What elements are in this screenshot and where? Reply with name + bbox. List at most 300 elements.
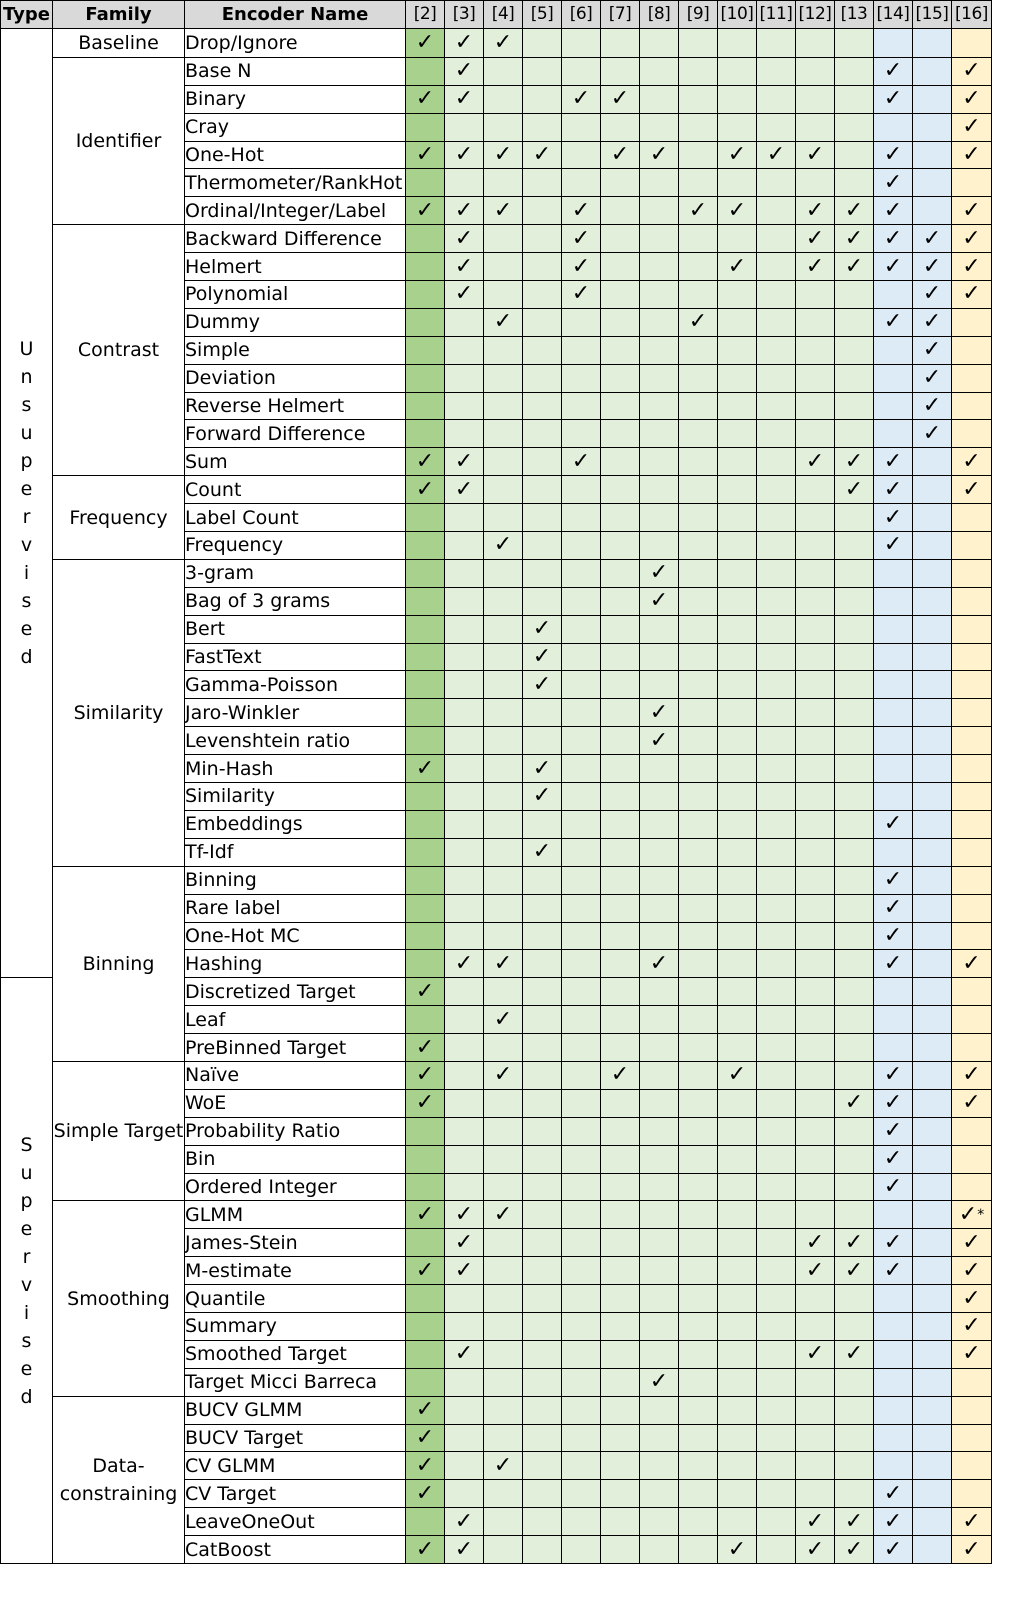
check-cell <box>640 559 679 587</box>
check-cell <box>757 57 796 85</box>
check-cell <box>406 1396 445 1424</box>
check-cell <box>484 281 523 309</box>
check-cell <box>796 838 835 866</box>
check-cell <box>679 950 718 978</box>
check-cell <box>679 1061 718 1089</box>
check-icon: ✓ <box>883 867 903 893</box>
check-cell <box>445 504 484 532</box>
check-cell <box>796 1536 835 1564</box>
check-cell <box>757 28 796 57</box>
check-cell <box>601 1340 640 1368</box>
check-cell <box>952 810 992 838</box>
check-cell <box>874 57 913 85</box>
check-cell <box>523 1312 562 1340</box>
check-icon: ✓ <box>415 1090 435 1116</box>
check-cell <box>913 476 952 504</box>
check-cell <box>718 1312 757 1340</box>
check-cell <box>601 866 640 894</box>
check-cell <box>718 169 757 197</box>
check-cell <box>718 113 757 141</box>
family-cell <box>53 866 185 1061</box>
check-cell <box>484 559 523 587</box>
check-icon: ✓ <box>415 1257 435 1283</box>
check-cell <box>835 866 874 894</box>
check-cell <box>757 253 796 281</box>
check-cell <box>406 810 445 838</box>
check-cell <box>679 113 718 141</box>
check-icon: ✓ <box>805 142 825 167</box>
check-icon: ✓ <box>415 755 435 781</box>
check-cell <box>835 364 874 392</box>
check-cell <box>523 1034 562 1062</box>
check-icon: ✓ <box>883 1536 903 1562</box>
check-cell <box>679 85 718 113</box>
check-cell <box>445 197 484 225</box>
check-cell <box>484 225 523 253</box>
check-icon: ✓ <box>454 1257 474 1283</box>
check-cell <box>445 643 484 671</box>
check-cell <box>484 197 523 225</box>
check-cell <box>952 57 992 85</box>
check-cell <box>952 1368 992 1396</box>
check-cell <box>562 783 601 811</box>
check-cell <box>523 894 562 922</box>
check-cell <box>484 755 523 783</box>
check-cell <box>601 922 640 950</box>
check-cell <box>679 225 718 253</box>
check-cell <box>601 308 640 336</box>
check-cell <box>952 1312 992 1340</box>
check-cell <box>796 922 835 950</box>
check-cell <box>679 308 718 336</box>
check-cell <box>757 894 796 922</box>
check-icon: ✓ <box>883 225 903 251</box>
header-ref: [4] <box>484 1 523 29</box>
check-cell <box>718 197 757 225</box>
check-cell <box>952 838 992 866</box>
check-cell <box>679 197 718 225</box>
encoder-name: One-Hot <box>185 141 406 169</box>
check-cell <box>406 1312 445 1340</box>
family-label: Frequency <box>69 506 168 529</box>
encoder-name: Quantile <box>185 1285 406 1313</box>
check-cell <box>796 281 835 309</box>
encoder-name: 3-gram <box>185 559 406 587</box>
check-icon: ✓ <box>688 309 708 335</box>
check-cell <box>445 1257 484 1285</box>
check-cell <box>445 615 484 643</box>
check-icon: ✓ <box>727 1062 747 1088</box>
check-cell <box>640 1145 679 1173</box>
check-cell <box>523 755 562 783</box>
encoder-name: Frequency <box>185 532 406 560</box>
check-icon: ✓ <box>454 142 474 167</box>
check-icon: ✓ <box>844 1341 864 1367</box>
check-cell <box>952 1061 992 1089</box>
check-cell <box>484 392 523 420</box>
check-cell <box>640 57 679 85</box>
check-cell <box>406 1229 445 1257</box>
check-cell <box>874 643 913 671</box>
check-cell <box>562 587 601 615</box>
check-cell <box>406 978 445 1006</box>
check-cell <box>679 559 718 587</box>
check-cell <box>952 85 992 113</box>
check-cell <box>835 1368 874 1396</box>
check-cell <box>952 643 992 671</box>
check-cell <box>562 1508 601 1536</box>
check-cell <box>601 113 640 141</box>
check-cell <box>718 1089 757 1117</box>
check-cell <box>601 197 640 225</box>
check-cell <box>913 755 952 783</box>
check-cell <box>796 253 835 281</box>
check-cell <box>913 448 952 476</box>
check-cell <box>562 1312 601 1340</box>
check-cell <box>874 1424 913 1452</box>
check-cell <box>796 671 835 699</box>
check-cell <box>484 1340 523 1368</box>
check-cell <box>835 1508 874 1536</box>
check-cell <box>679 1034 718 1062</box>
check-cell <box>913 1424 952 1452</box>
check-cell <box>952 922 992 950</box>
check-cell <box>874 810 913 838</box>
check-icon: ✓ <box>493 1201 513 1227</box>
family-cell <box>53 1396 185 1563</box>
encoder-name: Rare label <box>185 894 406 922</box>
check-icon: ✓ <box>571 225 591 251</box>
check-cell <box>679 671 718 699</box>
check-cell <box>406 281 445 309</box>
check-cell <box>952 1424 992 1452</box>
check-cell <box>913 671 952 699</box>
check-cell <box>874 336 913 364</box>
check-cell <box>679 615 718 643</box>
family-label: Binning <box>82 952 155 975</box>
check-cell <box>874 281 913 309</box>
encoder-name: LeaveOneOut <box>185 1508 406 1536</box>
check-icon: ✓ <box>571 86 591 112</box>
check-cell <box>835 532 874 560</box>
check-cell <box>601 1536 640 1564</box>
check-cell <box>562 504 601 532</box>
check-cell <box>835 1061 874 1089</box>
check-cell <box>718 1034 757 1062</box>
check-cell <box>757 755 796 783</box>
check-cell <box>913 1173 952 1201</box>
check-cell <box>406 894 445 922</box>
check-cell <box>874 699 913 727</box>
check-cell <box>913 894 952 922</box>
check-cell <box>874 113 913 141</box>
check-cell <box>601 1424 640 1452</box>
check-cell <box>874 615 913 643</box>
check-icon: ✓ <box>415 29 435 55</box>
check-icon: ✓ <box>454 1508 474 1534</box>
check-cell <box>601 1257 640 1285</box>
check-cell <box>874 1312 913 1340</box>
check-icon: ✓ <box>415 1424 435 1450</box>
check-cell <box>835 894 874 922</box>
check-cell <box>562 1201 601 1229</box>
check-icon: ✓ <box>922 393 942 419</box>
check-cell <box>679 1340 718 1368</box>
check-cell <box>796 615 835 643</box>
check-cell <box>484 643 523 671</box>
check-cell <box>406 643 445 671</box>
check-cell <box>796 1089 835 1117</box>
family-cell <box>53 225 185 476</box>
check-icon: ✓ <box>883 1118 903 1144</box>
check-cell <box>835 643 874 671</box>
check-cell <box>796 1508 835 1536</box>
check-cell <box>757 1340 796 1368</box>
check-cell <box>718 643 757 671</box>
check-cell <box>679 1173 718 1201</box>
check-cell <box>835 113 874 141</box>
encoder-name: Summary <box>185 1312 406 1340</box>
check-cell <box>406 448 445 476</box>
check-icon: ✓ <box>962 58 981 84</box>
check-cell <box>406 85 445 113</box>
check-cell <box>874 197 913 225</box>
check-cell <box>445 922 484 950</box>
check-icon: ✓ <box>805 1229 825 1255</box>
check-cell <box>406 392 445 420</box>
check-icon: ✓ <box>805 1536 825 1562</box>
check-cell <box>679 141 718 169</box>
check-cell <box>523 922 562 950</box>
check-cell <box>835 922 874 950</box>
check-cell <box>484 810 523 838</box>
check-cell <box>718 1145 757 1173</box>
check-cell <box>952 1006 992 1034</box>
check-icon: ✓ <box>493 532 513 558</box>
check-icon: ✓ <box>610 1062 630 1088</box>
check-cell <box>679 1396 718 1424</box>
check-cell <box>913 699 952 727</box>
check-icon: ✓ <box>883 448 903 474</box>
check-cell <box>562 308 601 336</box>
check-cell <box>601 1312 640 1340</box>
check-cell <box>913 783 952 811</box>
check-cell <box>796 1006 835 1034</box>
check-cell <box>523 838 562 866</box>
check-cell <box>640 1201 679 1229</box>
check-icon: ✓ <box>883 950 903 976</box>
check-cell <box>406 141 445 169</box>
check-cell <box>913 532 952 560</box>
check-cell <box>952 615 992 643</box>
check-cell <box>562 448 601 476</box>
check-cell <box>874 755 913 783</box>
check-cell <box>406 1508 445 1536</box>
check-cell <box>523 1508 562 1536</box>
check-icon: ✓ <box>922 281 942 307</box>
encoder-name: Dummy <box>185 308 406 336</box>
check-cell <box>679 1201 718 1229</box>
check-icon: ✓ <box>454 225 474 251</box>
check-cell <box>835 1173 874 1201</box>
encoder-name: Similarity <box>185 783 406 811</box>
check-cell <box>835 504 874 532</box>
check-cell <box>601 699 640 727</box>
check-cell <box>562 699 601 727</box>
check-cell <box>796 141 835 169</box>
check-cell <box>757 169 796 197</box>
check-cell <box>874 1452 913 1480</box>
check-cell <box>523 559 562 587</box>
type-cell <box>1 978 53 1564</box>
header-encoder-name: Encoder Name <box>185 1 406 29</box>
check-cell <box>523 532 562 560</box>
check-cell <box>835 1257 874 1285</box>
check-cell <box>874 1285 913 1313</box>
check-cell <box>835 1536 874 1564</box>
check-cell <box>640 978 679 1006</box>
check-cell <box>484 1229 523 1257</box>
check-icon: ✓ <box>962 142 981 167</box>
encoder-name: Forward Difference <box>185 420 406 448</box>
check-cell <box>913 1508 952 1536</box>
check-cell <box>640 922 679 950</box>
check-cell <box>523 1089 562 1117</box>
check-cell <box>484 1006 523 1034</box>
check-cell <box>835 141 874 169</box>
check-cell <box>718 1368 757 1396</box>
check-cell <box>796 1034 835 1062</box>
check-cell <box>640 671 679 699</box>
check-cell <box>640 336 679 364</box>
check-icon: ✓ <box>883 1146 903 1172</box>
check-cell <box>484 838 523 866</box>
footnote-marker: * <box>977 1206 985 1223</box>
check-cell <box>484 1536 523 1564</box>
check-cell <box>757 1396 796 1424</box>
check-cell <box>952 866 992 894</box>
check-cell <box>523 615 562 643</box>
encoder-name: Discretized Target <box>185 978 406 1006</box>
check-icon: ✓ <box>962 1508 981 1534</box>
check-icon: ✓ <box>454 476 474 502</box>
check-cell <box>913 308 952 336</box>
check-cell <box>640 504 679 532</box>
check-icon: ✓ <box>805 253 825 279</box>
encoder-name: Bert <box>185 615 406 643</box>
check-cell <box>796 1145 835 1173</box>
check-cell <box>952 1201 992 1229</box>
check-cell <box>679 1257 718 1285</box>
check-cell <box>679 57 718 85</box>
encoder-name: Hashing <box>185 950 406 978</box>
check-icon: ✓ <box>727 1536 747 1562</box>
table-row <box>1 57 992 85</box>
encoder-name: James-Stein <box>185 1229 406 1257</box>
check-cell <box>562 866 601 894</box>
check-cell <box>952 1396 992 1424</box>
check-cell <box>406 225 445 253</box>
check-icon: ✓ <box>805 1508 825 1534</box>
family-cell <box>53 476 185 560</box>
check-cell <box>523 281 562 309</box>
check-cell <box>757 1257 796 1285</box>
check-cell <box>601 838 640 866</box>
check-cell <box>757 448 796 476</box>
check-cell <box>562 1340 601 1368</box>
check-cell <box>445 727 484 755</box>
check-cell <box>406 587 445 615</box>
check-cell <box>913 225 952 253</box>
check-cell <box>679 727 718 755</box>
check-cell <box>835 1034 874 1062</box>
check-cell <box>796 1173 835 1201</box>
check-cell <box>484 504 523 532</box>
check-cell <box>679 336 718 364</box>
check-cell <box>718 476 757 504</box>
check-cell <box>445 699 484 727</box>
check-cell <box>874 141 913 169</box>
check-cell <box>718 1257 757 1285</box>
check-cell <box>640 838 679 866</box>
check-cell <box>484 783 523 811</box>
encoder-name: Ordered Integer <box>185 1173 406 1201</box>
check-icon: ✓ <box>532 616 552 642</box>
header-ref: [10] <box>718 1 757 29</box>
check-cell <box>913 838 952 866</box>
check-icon: ✓ <box>649 1369 669 1395</box>
check-cell <box>835 281 874 309</box>
check-cell <box>640 1061 679 1089</box>
family-label: Simple Target <box>53 1120 184 1143</box>
check-cell <box>484 253 523 281</box>
check-cell <box>640 476 679 504</box>
check-cell <box>484 1061 523 1089</box>
check-cell <box>718 336 757 364</box>
type-cell <box>1 28 53 977</box>
check-cell <box>406 1173 445 1201</box>
check-cell <box>952 894 992 922</box>
check-icon: ✓ <box>805 1341 825 1367</box>
check-cell <box>757 392 796 420</box>
check-cell <box>874 1368 913 1396</box>
check-cell <box>484 1480 523 1508</box>
check-cell <box>484 1257 523 1285</box>
check-cell <box>484 1452 523 1480</box>
check-cell <box>757 1536 796 1564</box>
header-ref: [15] <box>913 1 952 29</box>
check-cell <box>406 615 445 643</box>
check-icon: ✓ <box>571 448 591 474</box>
check-cell <box>835 727 874 755</box>
check-cell <box>562 364 601 392</box>
check-cell <box>796 1396 835 1424</box>
check-cell <box>874 1034 913 1062</box>
check-cell <box>484 1201 523 1229</box>
encoder-name: Leaf <box>185 1006 406 1034</box>
check-icon: ✓ <box>493 1006 513 1032</box>
check-cell <box>913 364 952 392</box>
header-ref: [7] <box>601 1 640 29</box>
check-cell <box>562 615 601 643</box>
check-cell <box>874 1508 913 1536</box>
check-cell <box>952 950 992 978</box>
check-cell <box>718 308 757 336</box>
encoder-name: Binning <box>185 866 406 894</box>
check-icon: ✓ <box>883 1062 903 1088</box>
check-cell <box>562 1173 601 1201</box>
check-cell <box>718 1173 757 1201</box>
